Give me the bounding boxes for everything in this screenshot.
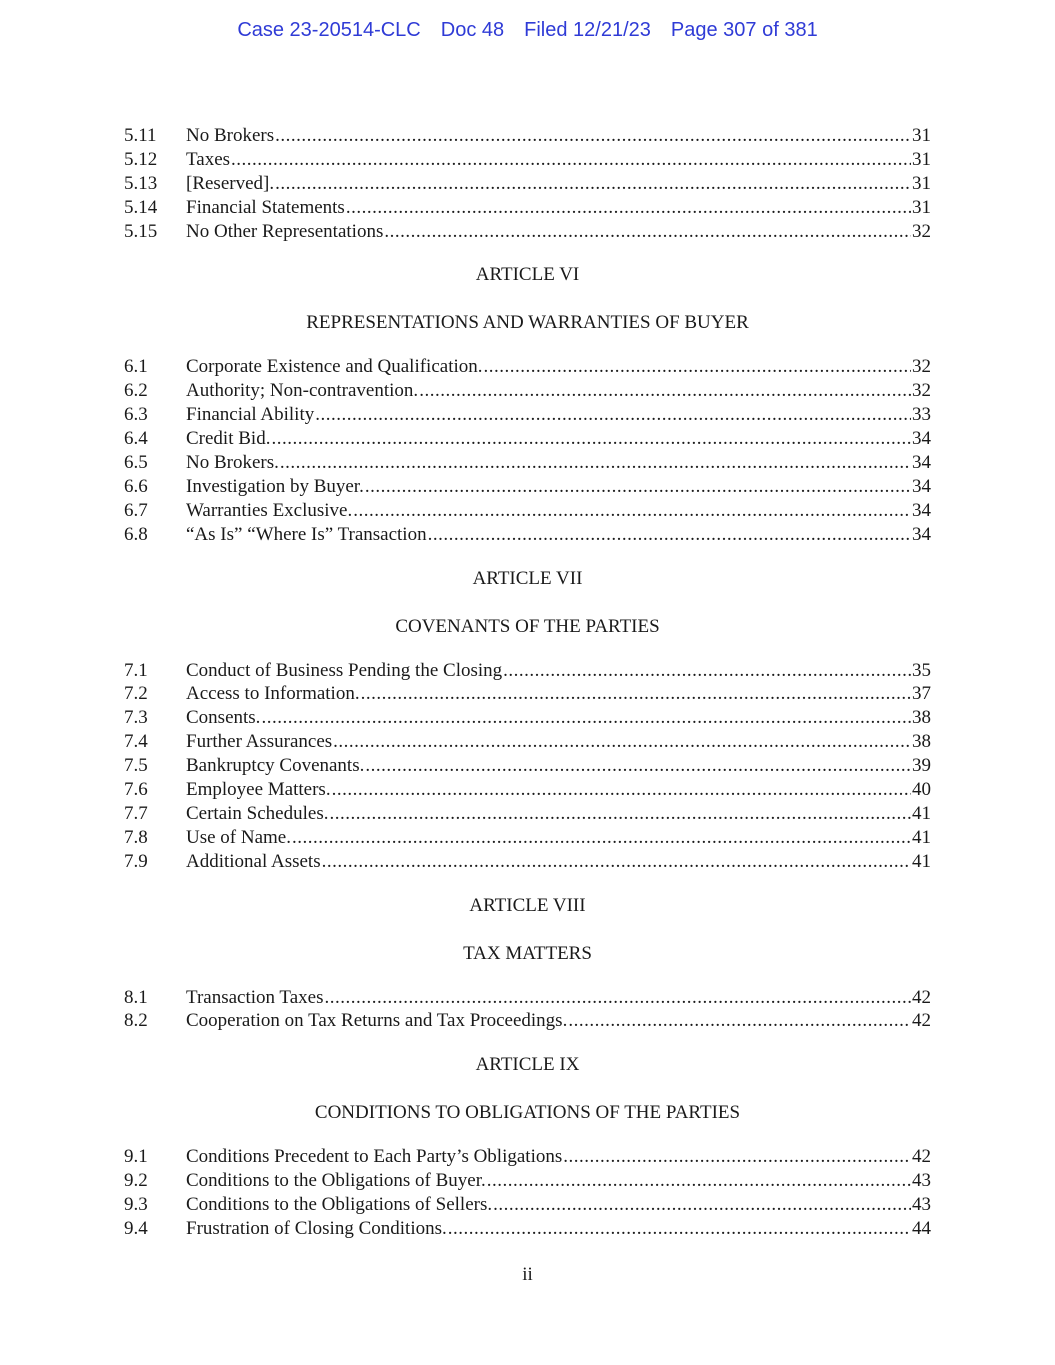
toc-entry — [124, 778, 931, 802]
section-title: No Brokers. — [186, 452, 279, 474]
toc-entry — [124, 826, 931, 850]
section-title: [Reserved]. — [186, 172, 275, 194]
filed-date: Filed 12/21/23 — [524, 19, 651, 41]
section-page-number: 31 — [912, 125, 931, 146]
dot-leader — [315, 403, 911, 427]
section-page-number: 43 — [912, 1170, 931, 1192]
article-title: COVENANTS OF THE PARTIES — [395, 615, 660, 637]
toc-entry — [124, 730, 931, 754]
dot-leader — [322, 850, 911, 874]
section-number: 6.5 — [124, 452, 148, 474]
section-title: Credit Bid. — [186, 428, 271, 450]
section-number: 7.8 — [124, 826, 148, 848]
section-number: 5.15 — [124, 220, 158, 242]
section-title: Warranties Exclusive. — [186, 499, 353, 521]
toc-entry — [124, 220, 931, 244]
section-page-number: 34 — [912, 499, 931, 521]
dot-leader — [329, 802, 911, 826]
section-page-number: 32 — [912, 380, 931, 402]
section-number: 5.14 — [124, 196, 158, 218]
section-page-number: 41 — [912, 802, 931, 824]
toc-entry — [124, 1009, 931, 1033]
section-page-number: 32 — [912, 220, 931, 242]
section-title: Bankruptcy Covenants. — [186, 755, 365, 777]
section-page-number: 37 — [912, 683, 931, 705]
section-page-number: 42 — [912, 986, 931, 1008]
section-title: Consents. — [186, 707, 261, 729]
dot-leader — [365, 754, 911, 778]
section-number: 8.2 — [124, 1010, 148, 1032]
section-title: Cooperation on Tax Returns and Tax Proceedings. — [186, 1010, 568, 1032]
dot-leader — [361, 682, 911, 706]
section-page-number: 38 — [912, 731, 931, 753]
toc-entry — [124, 499, 931, 523]
section-title: Access to Information. — [186, 683, 360, 705]
toc-entry — [124, 754, 931, 778]
dot-leader — [324, 986, 911, 1010]
dot-leader — [332, 778, 911, 802]
section-number: 7.4 — [124, 731, 148, 753]
section-number: 6.7 — [124, 499, 148, 521]
section-number: 9.1 — [124, 1146, 148, 1168]
section-number: 6.6 — [124, 475, 148, 497]
section-number: 7.1 — [124, 659, 148, 681]
section-page-number: 31 — [912, 196, 931, 218]
toc-entry — [124, 475, 931, 499]
dot-leader — [428, 523, 911, 547]
section-title: Use of Name. — [186, 826, 291, 848]
section-title: Certain Schedules. — [186, 802, 329, 824]
section-page-number: 33 — [912, 404, 931, 426]
section-title: Conditions to the Obligations of Sellers. — [186, 1194, 493, 1216]
section-number: 5.12 — [124, 148, 158, 170]
dot-leader — [493, 1193, 911, 1217]
section-number: 6.3 — [124, 404, 148, 426]
section-number: 6.8 — [124, 523, 148, 545]
section-page-number: 34 — [912, 523, 931, 545]
dot-leader — [563, 1145, 911, 1169]
dot-leader — [365, 475, 911, 499]
section-number: 6.1 — [124, 356, 148, 378]
toc-entry — [124, 403, 931, 427]
section-page-number: 31 — [912, 172, 931, 194]
section-title: Transaction Taxes — [186, 986, 324, 1008]
toc-entry — [124, 682, 931, 706]
table-of-contents — [124, 124, 931, 1241]
section-title: Conditions to the Obligations of Buyer. — [186, 1170, 486, 1192]
toc-entry — [124, 659, 931, 683]
article-heading: ARTICLE IX — [475, 1054, 580, 1076]
section-title: Conditions Precedent to Each Party’s Obligations — [186, 1146, 563, 1168]
toc-entry — [124, 172, 931, 196]
section-number: 9.3 — [124, 1194, 148, 1216]
section-page-number: 41 — [912, 850, 931, 872]
dot-leader — [384, 220, 911, 244]
dot-leader — [346, 196, 911, 220]
section-page-number: 43 — [912, 1194, 931, 1216]
section-title: Frustration of Closing Conditions. — [186, 1218, 447, 1240]
section-number: 8.1 — [124, 986, 148, 1008]
section-page-number: 38 — [912, 707, 931, 729]
toc-entry — [124, 451, 931, 475]
section-number: 9.4 — [124, 1218, 148, 1240]
section-page-number: 44 — [912, 1218, 931, 1240]
section-page-number: 40 — [912, 779, 931, 801]
dot-leader — [568, 1009, 911, 1033]
dot-leader — [261, 706, 911, 730]
section-number: 6.2 — [124, 380, 148, 402]
section-number: 9.2 — [124, 1170, 148, 1192]
dot-leader — [292, 826, 911, 850]
toc-entry — [124, 802, 931, 826]
dot-leader — [231, 148, 911, 172]
section-title: Financial Ability — [186, 404, 315, 426]
section-title: No Brokers — [186, 125, 275, 146]
dot-leader — [275, 124, 911, 148]
toc-entry — [124, 706, 931, 730]
section-number: 7.2 — [124, 683, 148, 705]
section-title: Investigation by Buyer. — [186, 475, 364, 497]
toc-entry — [124, 523, 931, 547]
toc-entry — [124, 1145, 931, 1169]
dot-leader — [419, 379, 911, 403]
doc-number: Doc 48 — [440, 19, 505, 41]
toc-entry — [124, 196, 931, 220]
article-heading: ARTICLE VII — [472, 567, 583, 589]
section-title: Authority; Non-contravention. — [186, 380, 419, 402]
section-title: Additional Assets — [186, 850, 321, 872]
section-number: 5.13 — [124, 172, 158, 194]
toc-entry — [124, 427, 931, 451]
dot-leader — [271, 427, 911, 451]
dot-leader — [487, 1169, 911, 1193]
section-page-number: 32 — [912, 356, 931, 378]
toc-entry — [124, 1193, 931, 1217]
article-heading: ARTICLE VIII — [469, 894, 586, 916]
toc-entry — [124, 379, 931, 403]
section-page-number: 31 — [912, 148, 931, 170]
section-number: 7.9 — [124, 850, 148, 872]
section-number: 7.6 — [124, 779, 148, 801]
toc-entry — [124, 124, 931, 148]
section-number: 7.5 — [124, 755, 148, 777]
section-number: 5.11 — [124, 125, 157, 146]
section-title: No Other Representations — [186, 220, 384, 242]
section-number: 7.7 — [124, 802, 148, 824]
section-title: Taxes — [186, 148, 231, 170]
article-title: CONDITIONS TO OBLIGATIONS OF THE PARTIES — [314, 1102, 741, 1124]
dot-leader — [333, 730, 911, 754]
section-page-number: 34 — [912, 428, 931, 450]
toc-entry — [124, 850, 931, 874]
section-number: 6.4 — [124, 428, 148, 450]
toc-entry — [124, 1217, 931, 1241]
section-page-number: 34 — [912, 475, 931, 497]
page-count: Page 307 of 381 — [670, 19, 818, 41]
section-number: 7.3 — [124, 707, 148, 729]
dot-leader — [484, 355, 911, 379]
dot-leader — [275, 172, 911, 196]
section-title: Corporate Existence and Qualification. — [186, 356, 483, 378]
article-title: TAX MATTERS — [463, 942, 592, 964]
section-title: “As Is” “Where Is” Transaction — [186, 523, 427, 545]
toc-entry — [124, 1169, 931, 1193]
article-heading: ARTICLE VI — [475, 264, 580, 286]
dot-leader — [353, 499, 911, 523]
section-page-number: 34 — [912, 452, 931, 474]
toc-entry — [124, 355, 931, 379]
section-title: Conduct of Business Pending the Closing — [186, 659, 503, 681]
toc-entry — [124, 986, 931, 1010]
section-title: Further Assurances — [186, 731, 333, 753]
section-page-number: 39 — [912, 755, 931, 777]
section-title: Financial Statements — [186, 196, 345, 218]
section-page-number: 41 — [912, 826, 931, 848]
section-page-number: 42 — [912, 1010, 931, 1032]
case-number: Case 23-20514-CLC — [237, 19, 421, 41]
dot-leader — [503, 659, 911, 683]
section-page-number: 42 — [912, 1146, 931, 1168]
section-page-number: 35 — [912, 659, 931, 681]
section-title: Employee Matters. — [186, 779, 331, 801]
dot-leader — [280, 451, 911, 475]
court-filing-header — [0, 19, 1055, 42]
article-title: REPRESENTATIONS AND WARRANTIES OF BUYER — [306, 312, 749, 334]
page-number-footer: ii — [522, 1264, 533, 1285]
dot-leader — [448, 1217, 911, 1241]
toc-entry — [124, 148, 931, 172]
